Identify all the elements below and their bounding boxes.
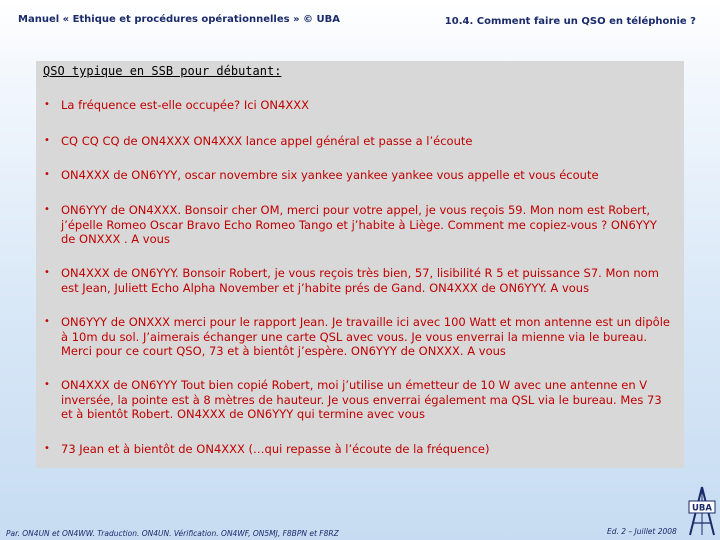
panel-title: QSO typique en SSB pour débutant:: [43, 64, 282, 78]
list-item: [44, 168, 674, 183]
list-item: [44, 98, 674, 113]
footer-credits: Par. ON4UN et ON4WW. Traduction. ON4UN. Vérification. ON4WF, ON5MJ, F8BPN et F8RZ: [6, 529, 339, 538]
list-item-text: ON4XXX de ON6YYY Tout bien copié Robert, moi j’utilise un émetteur de 10 W avec une antenne en V inversée, la pointe est à 8 mètres de hauteur. Je vous enverrai également ma QSL via le bureau. Mes 73 et à bientôt Robert. ON4XXX de ON6YYY qui termine avec vous: [61, 378, 662, 422]
bullet-icon: •: [44, 204, 50, 215]
list-item-text: ON6YYY de ONXXX merci pour le rapport Jean. Je travaille ici avec 100 Watt et mon antenne est un dipôle à 10m du sol. J’aimerais échanger une carte QSL avec vous. Je vous enverrai la mienne via le bureau. Merci pour ce court QSO, 73 et à bientôt j’espère. ON6YYY de ONXXX. A vous: [61, 315, 670, 359]
bullet-icon: •: [44, 316, 50, 327]
bullet-icon: •: [44, 379, 50, 390]
list-item-text: ON6YYY de ON4XXX. Bonsoir cher OM, merci pour votre appel, je vous reçois 59. Mon nom est Robert, j’épelle Romeo Oscar Bravo Echo Romeo Tango et j’habite à Liège. Comment me copiez-vous ? ON6YYY de ONXXX . A vous: [61, 203, 657, 247]
list-item-text: 73 Jean et à bientôt de ON4XXX (…qui repasse à l’écoute de la fréquence): [61, 442, 490, 456]
list-item: [44, 134, 674, 149]
uba-logo-icon: [687, 485, 717, 537]
logo-text: UBA: [692, 503, 712, 514]
list-item: [44, 442, 674, 457]
bullet-icon: •: [44, 169, 50, 180]
bullet-icon: •: [44, 135, 50, 146]
list-item-text: CQ CQ CQ de ON4XXX ON4XXX lance appel général et passe a l’écoute: [61, 134, 473, 148]
bullet-icon: •: [44, 99, 50, 110]
list-item: [44, 378, 674, 422]
list-item: [44, 315, 674, 359]
header-section-title: 10.4. Comment faire un QSO en téléphonie ?: [444, 16, 696, 27]
list-item: [44, 266, 674, 295]
list-item-text: ON4XXX de ON6YYY, oscar novembre six yankee yankee yankee vous appelle et vous écoute: [61, 168, 599, 182]
list-item-text: La fréquence est-elle occupée? Ici ON4XXX: [61, 98, 309, 112]
list-item-text: ON4XXX de ON6YYY. Bonsoir Robert, je vous reçois très bien, 57, lisibilité R 5 et puissance S7. Mon nom est Jean, Juliett Echo Alpha November et j’habite prés de Gand. ON4XXX de ON6YYY. A vous: [61, 266, 659, 295]
bullet-icon: •: [44, 443, 50, 454]
content-panel: [36, 61, 684, 468]
header-manual-title: Manuel « Ethique et procédures opérationnelles » © UBA: [18, 14, 340, 25]
list-item: [44, 203, 674, 247]
bullet-icon: •: [44, 267, 50, 278]
footer-edition: Ed. 2 – Juillet 2008: [607, 527, 677, 536]
